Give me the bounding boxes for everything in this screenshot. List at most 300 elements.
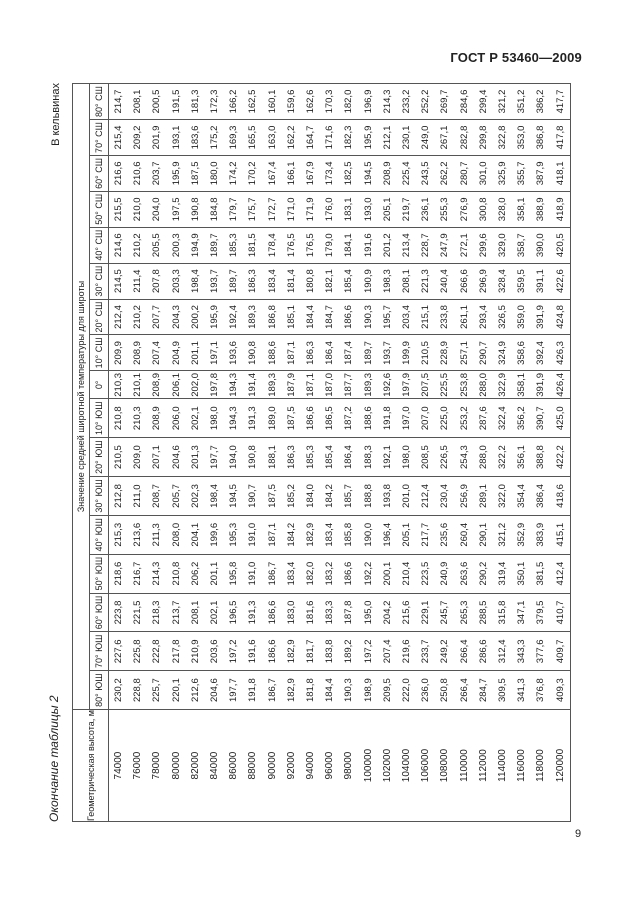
temperature-cell: 190,8 bbox=[186, 191, 205, 227]
temperature-cell: 212,4 bbox=[109, 299, 129, 335]
temperature-cell: 324,9 bbox=[493, 335, 512, 371]
temperature-cell: 266,4 bbox=[455, 671, 474, 710]
latitude-span-header: Значение средней широтной температуры для широты bbox=[73, 84, 90, 710]
temperature-cell: 253,8 bbox=[455, 371, 474, 399]
temperature-cell: 207,7 bbox=[147, 299, 166, 335]
temperature-cell: 322,0 bbox=[493, 477, 512, 516]
temperature-cell: 196,9 bbox=[359, 84, 378, 120]
temperature-cell: 225,5 bbox=[435, 371, 454, 399]
temperature-cell: 188,6 bbox=[359, 399, 378, 438]
height-cell: 120000 bbox=[551, 710, 571, 822]
temperature-cell: 392,4 bbox=[531, 335, 550, 371]
temperature-cell: 410,7 bbox=[551, 593, 571, 632]
temperature-cell: 222,8 bbox=[147, 632, 166, 671]
height-cell: 92000 bbox=[282, 710, 301, 822]
temperature-cell: 209,5 bbox=[378, 671, 397, 710]
latitude-header: 80° СШ bbox=[90, 84, 109, 120]
temperature-cell: 391,9 bbox=[531, 299, 550, 335]
temperature-cell: 263,6 bbox=[455, 554, 474, 593]
temperature-cell: 175,7 bbox=[243, 191, 262, 227]
temperature-cell: 187,1 bbox=[263, 515, 282, 554]
temperature-cell: 187,2 bbox=[339, 399, 358, 438]
height-cell: 90000 bbox=[263, 710, 282, 822]
height-cell: 98000 bbox=[339, 710, 358, 822]
temperature-cell: 386,4 bbox=[531, 477, 550, 516]
temperature-cell: 230,4 bbox=[435, 477, 454, 516]
temperature-cell: 171,9 bbox=[301, 191, 320, 227]
temperature-cell: 189,0 bbox=[263, 399, 282, 438]
temperature-cell: 189,7 bbox=[205, 227, 224, 263]
height-cell: 84000 bbox=[205, 710, 224, 822]
temperature-cell: 321,2 bbox=[493, 515, 512, 554]
temperature-cell: 328,0 bbox=[493, 191, 512, 227]
table-row bbox=[435, 84, 454, 822]
temperature-cell: 208,9 bbox=[378, 155, 397, 191]
temperature-cell: 417,7 bbox=[551, 84, 571, 120]
temperature-cell: 160,1 bbox=[263, 84, 282, 120]
temperature-cell: 182,9 bbox=[282, 671, 301, 710]
temperature-cell: 198,3 bbox=[378, 263, 397, 299]
temperature-cell: 215,4 bbox=[109, 120, 129, 156]
temperature-cell: 214,7 bbox=[109, 84, 129, 120]
temperature-cell: 186,8 bbox=[263, 299, 282, 335]
temperature-cell: 358,7 bbox=[512, 227, 531, 263]
temperature-cell: 210,3 bbox=[109, 371, 129, 399]
latitude-header: 40° ЮШ bbox=[90, 515, 109, 554]
latitude-header: 20° СШ bbox=[90, 299, 109, 335]
temperature-cell: 299,4 bbox=[474, 84, 493, 120]
temperature-cell: 191,4 bbox=[243, 371, 262, 399]
temperature-cell: 187,4 bbox=[339, 335, 358, 371]
latitude-header: 60° ЮШ bbox=[90, 593, 109, 632]
temperature-cell: 181,3 bbox=[186, 84, 205, 120]
temperature-cell: 197,2 bbox=[359, 632, 378, 671]
temperature-cell: 197,1 bbox=[205, 335, 224, 371]
temperature-cell: 293,4 bbox=[474, 299, 493, 335]
temperature-cell: 184,2 bbox=[320, 477, 339, 516]
temperature-cell: 182,0 bbox=[339, 84, 358, 120]
temperature-cell: 201,1 bbox=[186, 335, 205, 371]
temperature-cell: 201,0 bbox=[397, 477, 416, 516]
temperature-cell: 188,8 bbox=[359, 477, 378, 516]
temperature-cell: 201,1 bbox=[205, 554, 224, 593]
temperature-cell: 217,7 bbox=[416, 515, 435, 554]
temperature-cell: 359,5 bbox=[512, 263, 531, 299]
temperature-cell: 183,1 bbox=[339, 191, 358, 227]
latitude-header: 10° ЮШ bbox=[90, 399, 109, 438]
height-cell: 74000 bbox=[109, 710, 129, 822]
temperature-cell: 387,9 bbox=[531, 155, 550, 191]
temperature-cell: 351,2 bbox=[512, 84, 531, 120]
temperature-cell: 225,0 bbox=[435, 399, 454, 438]
temperature-cell: 200,3 bbox=[167, 227, 186, 263]
temperature-cell: 191,3 bbox=[243, 399, 262, 438]
height-cell: 100000 bbox=[359, 710, 378, 822]
temperature-cell: 412,4 bbox=[551, 554, 571, 593]
temperature-cell: 203,4 bbox=[397, 299, 416, 335]
table-row bbox=[263, 84, 282, 822]
rotated-table-region bbox=[40, 83, 566, 822]
temperature-cell: 288,0 bbox=[474, 371, 493, 399]
latitude-header: 0° bbox=[90, 371, 109, 399]
temperature-cell: 250,8 bbox=[435, 671, 454, 710]
table-row bbox=[493, 84, 512, 822]
latitude-header: 30° ЮШ bbox=[90, 477, 109, 516]
temperature-cell: 288,0 bbox=[474, 438, 493, 477]
table-row bbox=[186, 84, 205, 822]
temperature-cell: 195,9 bbox=[359, 120, 378, 156]
temperature-cell: 214,3 bbox=[147, 554, 166, 593]
table-row bbox=[224, 84, 243, 822]
temperature-cell: 208,9 bbox=[128, 335, 147, 371]
temperature-cell: 187,1 bbox=[282, 335, 301, 371]
temperature-cell: 209,2 bbox=[128, 120, 147, 156]
temperature-cell: 193,8 bbox=[378, 477, 397, 516]
temperature-cell: 415,1 bbox=[551, 515, 571, 554]
temperature-cell: 170,3 bbox=[320, 84, 339, 120]
temperature-cell: 272,1 bbox=[455, 227, 474, 263]
temperature-cell: 206,2 bbox=[186, 554, 205, 593]
temperature-cell: 390,7 bbox=[531, 399, 550, 438]
temperature-cell: 230,2 bbox=[109, 671, 129, 710]
temperature-cell: 182,0 bbox=[301, 554, 320, 593]
temperature-cell: 215,3 bbox=[109, 515, 129, 554]
temperature-cell: 194,3 bbox=[224, 399, 243, 438]
temperature-cell: 184,7 bbox=[320, 299, 339, 335]
temperature-cell: 210,5 bbox=[416, 335, 435, 371]
temperature-cell: 290,2 bbox=[474, 554, 493, 593]
temperature-cell: 266,6 bbox=[455, 263, 474, 299]
temperature-cell: 178,4 bbox=[263, 227, 282, 263]
height-cell: 102000 bbox=[378, 710, 397, 822]
temperature-cell: 217,8 bbox=[167, 632, 186, 671]
standard-designation: ГОСТ Р 53460—2009 bbox=[450, 50, 582, 65]
temperature-cell: 284,7 bbox=[474, 671, 493, 710]
temperature-cell: 312,4 bbox=[493, 632, 512, 671]
temperature-cell: 358,1 bbox=[512, 191, 531, 227]
temperature-cell: 210,6 bbox=[128, 155, 147, 191]
temperature-cell: 190,8 bbox=[243, 335, 262, 371]
temperature-cell: 191,6 bbox=[243, 632, 262, 671]
temperature-cell: 163,0 bbox=[263, 120, 282, 156]
temperature-cell: 249,0 bbox=[416, 120, 435, 156]
temperature-cell: 236,0 bbox=[416, 671, 435, 710]
temperature-cell: 169,3 bbox=[224, 120, 243, 156]
table-row bbox=[282, 84, 301, 822]
height-cell: 118000 bbox=[531, 710, 550, 822]
temperature-cell: 383,9 bbox=[531, 515, 550, 554]
table-row bbox=[243, 84, 262, 822]
height-cell: 88000 bbox=[243, 710, 262, 822]
temperature-cell: 236,1 bbox=[416, 191, 435, 227]
temperature-cell: 350,1 bbox=[512, 554, 531, 593]
temperature-cell: 222,0 bbox=[397, 671, 416, 710]
temperature-cell: 210,8 bbox=[167, 554, 186, 593]
temperature-cell: 208,1 bbox=[186, 593, 205, 632]
temperature-cell: 184,4 bbox=[320, 671, 339, 710]
temperature-cell: 322,9 bbox=[493, 371, 512, 399]
temperature-cell: 282,8 bbox=[455, 120, 474, 156]
temperature-cell: 187,9 bbox=[282, 371, 301, 399]
temperature-cell: 247,9 bbox=[435, 227, 454, 263]
temperature-cell: 192,6 bbox=[378, 371, 397, 399]
temperature-cell: 226,5 bbox=[435, 438, 454, 477]
temperature-cell: 240,9 bbox=[435, 554, 454, 593]
temperature-cell: 186,3 bbox=[243, 263, 262, 299]
temperature-cell: 185,8 bbox=[339, 515, 358, 554]
temperature-cell: 186,6 bbox=[339, 554, 358, 593]
temperature-cell: 422,2 bbox=[551, 438, 571, 477]
temperature-cell: 219,6 bbox=[397, 632, 416, 671]
temperature-cell: 276,9 bbox=[455, 191, 474, 227]
temperature-cell: 195,9 bbox=[167, 155, 186, 191]
temperature-cell: 216,7 bbox=[128, 554, 147, 593]
temperature-cell: 166,1 bbox=[282, 155, 301, 191]
temperature-cell: 288,5 bbox=[474, 593, 493, 632]
temperature-cell: 186,7 bbox=[263, 671, 282, 710]
temperature-cell: 187,5 bbox=[186, 155, 205, 191]
temperature-cell: 183,8 bbox=[320, 632, 339, 671]
temperature-cell: 203,6 bbox=[205, 632, 224, 671]
latitude-header: 10° СШ bbox=[90, 335, 109, 371]
temperature-cell: 172,7 bbox=[263, 191, 282, 227]
table-row bbox=[128, 84, 147, 822]
temperature-cell: 192,2 bbox=[359, 554, 378, 593]
height-cell: 96000 bbox=[320, 710, 339, 822]
temperature-cell: 172,3 bbox=[205, 84, 224, 120]
temperature-cell: 180,0 bbox=[205, 155, 224, 191]
temperature-cell: 388,8 bbox=[531, 438, 550, 477]
temperature-cell: 171,6 bbox=[320, 120, 339, 156]
temperature-cell: 185,2 bbox=[282, 477, 301, 516]
temperature-cell: 381,5 bbox=[531, 554, 550, 593]
temperature-cell: 418,6 bbox=[551, 477, 571, 516]
temperature-cell: 162,6 bbox=[301, 84, 320, 120]
temperature-cell: 195,7 bbox=[378, 299, 397, 335]
temperature-cell: 176,0 bbox=[320, 191, 339, 227]
temperature-cell: 202,0 bbox=[186, 371, 205, 399]
temperature-cell: 212,4 bbox=[416, 477, 435, 516]
temperature-cell: 207,1 bbox=[147, 438, 166, 477]
temperature-cell: 233,8 bbox=[435, 299, 454, 335]
units-caption: В кельвинах bbox=[50, 83, 62, 146]
temperature-cell: 253,2 bbox=[455, 399, 474, 438]
temperature-cell: 204,2 bbox=[378, 593, 397, 632]
temperature-cell: 204,6 bbox=[205, 671, 224, 710]
table-row bbox=[512, 84, 531, 822]
temperature-cell: 185,4 bbox=[320, 438, 339, 477]
temperature-cell: 179,0 bbox=[320, 227, 339, 263]
temperature-cell: 186,7 bbox=[263, 554, 282, 593]
table-caption: Окончание таблицы 2 bbox=[47, 695, 61, 822]
temperature-cell: 243,5 bbox=[416, 155, 435, 191]
temperature-cell: 418,9 bbox=[551, 191, 571, 227]
temperature-cell: 207,4 bbox=[147, 335, 166, 371]
temperature-cell: 214,3 bbox=[378, 84, 397, 120]
temperature-cell: 204,1 bbox=[186, 515, 205, 554]
table-row bbox=[167, 84, 186, 822]
temperature-cell: 192,1 bbox=[378, 438, 397, 477]
temperature-cell: 341,3 bbox=[512, 671, 531, 710]
latitude-header: 50° ЮШ bbox=[90, 554, 109, 593]
temperature-cell: 195,0 bbox=[359, 593, 378, 632]
temperature-cell: 210,2 bbox=[128, 299, 147, 335]
temperature-cell: 173,4 bbox=[320, 155, 339, 191]
table-row bbox=[320, 84, 339, 822]
temperature-cell: 391,9 bbox=[531, 371, 550, 399]
temperature-cell: 209,0 bbox=[128, 438, 147, 477]
temperature-cell: 190,3 bbox=[359, 299, 378, 335]
temperature-cell: 265,3 bbox=[455, 593, 474, 632]
temperature-cell: 186,6 bbox=[263, 632, 282, 671]
temperature-cell: 352,9 bbox=[512, 515, 531, 554]
temperature-cell: 359,0 bbox=[512, 299, 531, 335]
temperature-table bbox=[72, 83, 571, 822]
temperature-cell: 162,5 bbox=[243, 84, 262, 120]
height-cell: 112000 bbox=[474, 710, 493, 822]
height-cell: 82000 bbox=[186, 710, 205, 822]
temperature-cell: 182,9 bbox=[282, 632, 301, 671]
temperature-cell: 328,4 bbox=[493, 263, 512, 299]
height-cell: 108000 bbox=[435, 710, 454, 822]
temperature-cell: 207,0 bbox=[416, 399, 435, 438]
temperature-cell: 200,5 bbox=[147, 84, 166, 120]
temperature-cell: 207,5 bbox=[416, 371, 435, 399]
temperature-cell: 299,6 bbox=[474, 227, 493, 263]
temperature-cell: 301,0 bbox=[474, 155, 493, 191]
temperature-cell: 262,2 bbox=[435, 155, 454, 191]
temperature-cell: 208,1 bbox=[128, 84, 147, 120]
temperature-cell: 210,8 bbox=[109, 399, 129, 438]
temperature-cell: 183,4 bbox=[263, 263, 282, 299]
temperature-cell: 218,3 bbox=[147, 593, 166, 632]
temperature-cell: 191,3 bbox=[243, 593, 262, 632]
temperature-cell: 194,5 bbox=[359, 155, 378, 191]
temperature-cell: 409,3 bbox=[551, 671, 571, 710]
temperature-cell: 195,9 bbox=[205, 299, 224, 335]
temperature-cell: 187,5 bbox=[263, 477, 282, 516]
temperature-cell: 255,3 bbox=[435, 191, 454, 227]
temperature-cell: 187,5 bbox=[282, 399, 301, 438]
temperature-cell: 213,7 bbox=[167, 593, 186, 632]
temperature-cell: 191,0 bbox=[243, 515, 262, 554]
latitude-header: 70° СШ bbox=[90, 120, 109, 156]
temperature-cell: 187,0 bbox=[320, 371, 339, 399]
temperature-cell: 353,0 bbox=[512, 120, 531, 156]
temperature-cell: 379,5 bbox=[531, 593, 550, 632]
temperature-cell: 197,7 bbox=[224, 671, 243, 710]
temperature-cell: 355,7 bbox=[512, 155, 531, 191]
temperature-cell: 208,9 bbox=[147, 399, 166, 438]
height-cell: 110000 bbox=[455, 710, 474, 822]
temperature-cell: 422,6 bbox=[551, 263, 571, 299]
temperature-cell: 189,7 bbox=[359, 335, 378, 371]
table-row bbox=[109, 84, 129, 822]
temperature-cell: 210,1 bbox=[128, 371, 147, 399]
temperature-cell: 210,3 bbox=[128, 399, 147, 438]
temperature-cell: 386,2 bbox=[531, 84, 550, 120]
temperature-cell: 185,4 bbox=[339, 263, 358, 299]
temperature-cell: 284,6 bbox=[455, 84, 474, 120]
temperature-cell: 233,7 bbox=[416, 632, 435, 671]
temperature-cell: 207,8 bbox=[147, 263, 166, 299]
temperature-cell: 221,3 bbox=[416, 263, 435, 299]
temperature-cell: 261,1 bbox=[455, 299, 474, 335]
temperature-cell: 409,7 bbox=[551, 632, 571, 671]
table-row bbox=[531, 84, 550, 822]
latitude-header: 60° СШ bbox=[90, 155, 109, 191]
temperature-cell: 181,6 bbox=[301, 593, 320, 632]
temperature-cell: 183,3 bbox=[320, 593, 339, 632]
temperature-cell: 171,0 bbox=[282, 191, 301, 227]
temperature-cell: 280,7 bbox=[455, 155, 474, 191]
page-number: 9 bbox=[575, 828, 582, 840]
temperature-cell: 228,7 bbox=[416, 227, 435, 263]
temperature-cell: 225,7 bbox=[147, 671, 166, 710]
height-cell: 114000 bbox=[493, 710, 512, 822]
temperature-cell: 193,6 bbox=[224, 335, 243, 371]
latitude-header: 70° ЮШ bbox=[90, 632, 109, 671]
temperature-cell: 159,6 bbox=[282, 84, 301, 120]
temperature-cell: 166,2 bbox=[224, 84, 243, 120]
temperature-cell: 187,8 bbox=[339, 593, 358, 632]
temperature-cell: 211,0 bbox=[128, 477, 147, 516]
temperature-cell: 182,1 bbox=[320, 263, 339, 299]
temperature-cell: 420,5 bbox=[551, 227, 571, 263]
temperature-cell: 194,0 bbox=[224, 438, 243, 477]
height-cell: 80000 bbox=[167, 710, 186, 822]
temperature-cell: 186,6 bbox=[263, 593, 282, 632]
temperature-cell: 207,4 bbox=[378, 632, 397, 671]
temperature-cell: 206,0 bbox=[167, 399, 186, 438]
temperature-cell: 215,1 bbox=[416, 299, 435, 335]
temperature-cell: 209,9 bbox=[109, 335, 129, 371]
temperature-cell: 233,2 bbox=[397, 84, 416, 120]
temperature-cell: 300,8 bbox=[474, 191, 493, 227]
temperature-cell: 290,7 bbox=[474, 335, 493, 371]
temperature-cell: 184,4 bbox=[301, 299, 320, 335]
temperature-cell: 183,0 bbox=[282, 593, 301, 632]
table-row bbox=[455, 84, 474, 822]
temperature-cell: 211,4 bbox=[128, 263, 147, 299]
temperature-cell: 200,1 bbox=[378, 554, 397, 593]
table-row bbox=[474, 84, 493, 822]
temperature-cell: 358,1 bbox=[512, 371, 531, 399]
temperature-cell: 204,6 bbox=[167, 438, 186, 477]
height-column-header: Геометрическая высота, м bbox=[73, 710, 109, 822]
temperature-cell: 197,8 bbox=[205, 371, 224, 399]
temperature-cell: 162,2 bbox=[282, 120, 301, 156]
latitude-header: 20° ЮШ bbox=[90, 438, 109, 477]
temperature-cell: 230,1 bbox=[397, 120, 416, 156]
table-row bbox=[205, 84, 224, 822]
temperature-cell: 290,1 bbox=[474, 515, 493, 554]
latitude-header: 50° СШ bbox=[90, 191, 109, 227]
temperature-cell: 254,3 bbox=[455, 438, 474, 477]
latitude-header: 30° СШ bbox=[90, 263, 109, 299]
temperature-cell: 198,0 bbox=[205, 399, 224, 438]
temperature-cell: 184,1 bbox=[339, 227, 358, 263]
temperature-cell: 227,6 bbox=[109, 632, 129, 671]
temperature-cell: 235,6 bbox=[435, 515, 454, 554]
temperature-cell: 205,7 bbox=[167, 477, 186, 516]
temperature-cell: 197,9 bbox=[397, 371, 416, 399]
temperature-cell: 186,5 bbox=[320, 399, 339, 438]
temperature-cell: 210,2 bbox=[128, 227, 147, 263]
temperature-cell: 185,3 bbox=[301, 438, 320, 477]
temperature-cell: 210,4 bbox=[397, 554, 416, 593]
temperature-cell: 208,9 bbox=[147, 371, 166, 399]
